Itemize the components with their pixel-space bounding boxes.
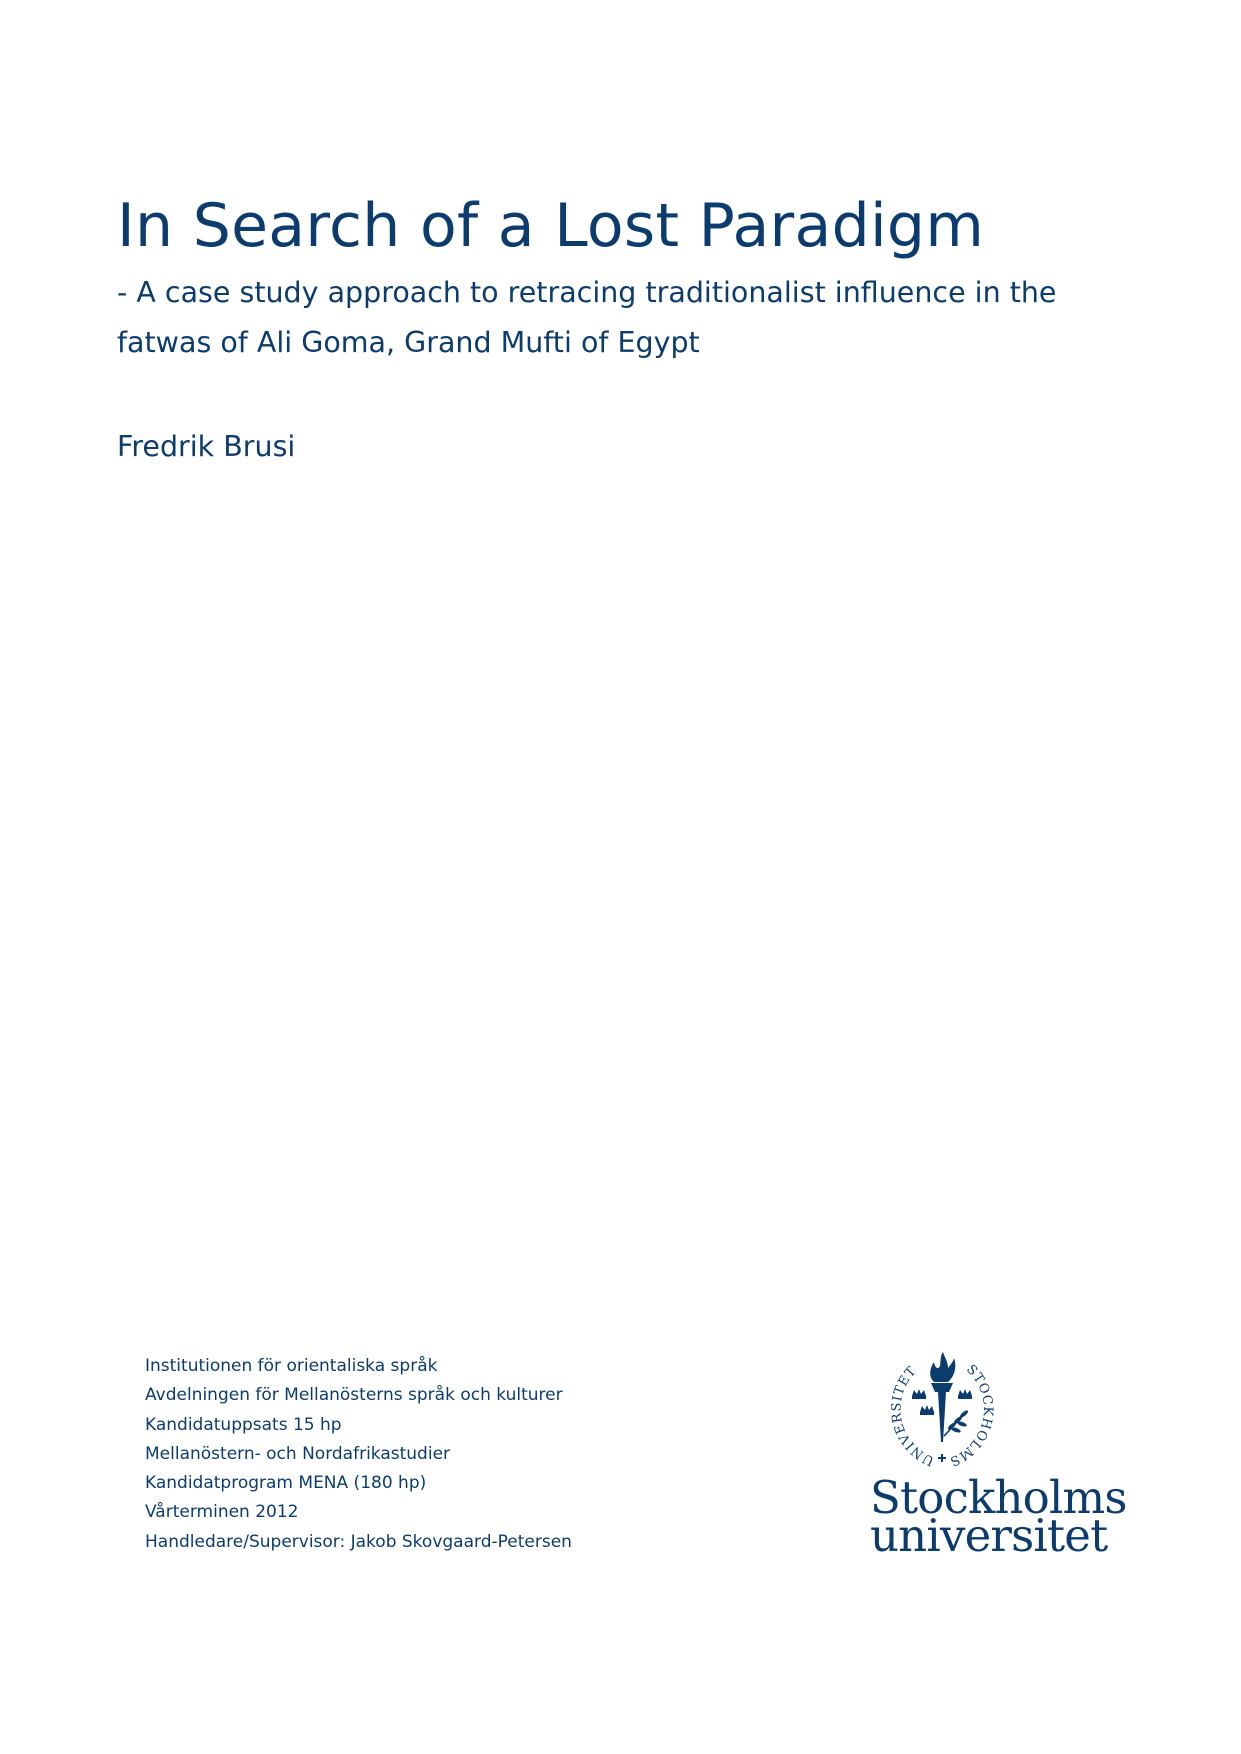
thesis-info-list (145, 1352, 572, 1557)
info-line-supervisor: Handledare/Supervisor: Jakob Skovgaard-Petersen (145, 1531, 572, 1552)
university-name-line1: Stockholms (870, 1471, 1127, 1524)
svg-text:UNIVERSITET (889, 1364, 936, 1469)
author-name: Fredrik Brusi (117, 430, 296, 463)
svg-text:STOCKHOLMS (947, 1362, 995, 1469)
info-line-institution: Institutionen för orientaliska språk (145, 1356, 438, 1376)
university-name-line2: universitet (870, 1509, 1108, 1562)
university-logo (870, 1346, 1130, 1566)
info-line-thesis-type: Kandidatuppsats 15 hp (145, 1414, 342, 1435)
info-line-division: Avdelningen för Mellanösterns språk och kulturer (145, 1385, 563, 1406)
seal-text-right: STOCKHOLMS (946, 1362, 996, 1469)
document-title: In Search of a Lost Paradigm (117, 191, 985, 261)
seal-text-left: UNIVERSITET (889, 1363, 937, 1469)
university-seal-icon (876, 1346, 1006, 1476)
info-line-program: Kandidatprogram MENA (180 hp) (145, 1473, 427, 1494)
info-line-studies: Mellanöstern- och Nordafrikastudier (145, 1443, 451, 1464)
info-line-term: Vårterminen 2012 (145, 1502, 299, 1523)
university-name (870, 1471, 1127, 1562)
document-subtitle: - A case study approach to retracing traditionalist influence in the fatwas of Ali Goma, Grand Mufti of Egypt (117, 276, 1057, 359)
